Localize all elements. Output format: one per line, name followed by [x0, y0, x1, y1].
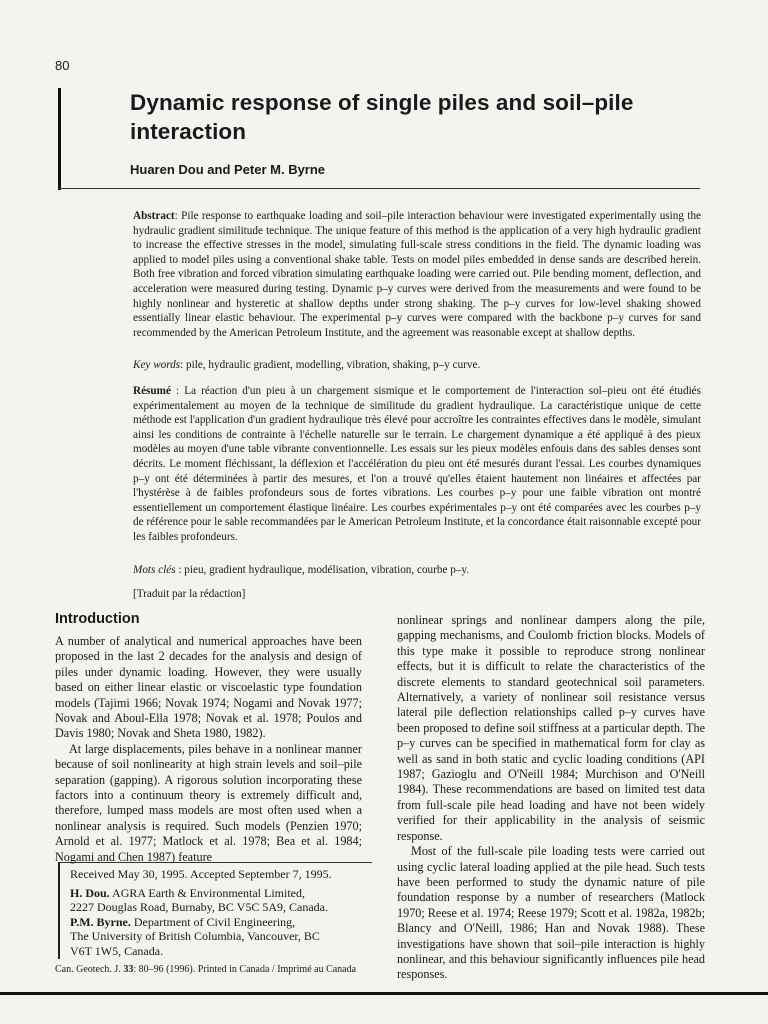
header-rule: [58, 188, 700, 189]
affiliation-dou: [70, 886, 372, 901]
article-title: Dynamic response of single piles and soil–pile interaction: [130, 90, 634, 144]
article-authors: Huaren Dou and Peter M. Byrne: [130, 162, 326, 177]
journal-footer: [55, 964, 356, 975]
journal-citation: : 80–96 (1996). Printed in Canada / Imprimé au Canada: [133, 964, 357, 975]
abstract: [133, 209, 701, 340]
keywords: [133, 358, 701, 373]
keywords-label: Key words: [133, 359, 181, 371]
address-dou: 2227 Douglas Road, Burnaby, BC V5C 5A9, Canada.: [70, 900, 328, 915]
paragraph: At large displacements, piles behave in a nonlinear manner because of soil nonlinearity at high strain levels and soil–pile separation (gapping). A rigorous solution incorporating these factors into a continuum theory is extremely difficult and, therefore, lumped mass models are most often used when a nonlinear analysis is required. Such models (Penzien 1970; Arnold et al. 1977; Matlock et al. 1978; Bea et al. 1984; Nogami and Chen 1987) feature: [55, 741, 362, 864]
resume-label: Résumé: [133, 385, 171, 397]
abstract-text: : Pile response to earthquake loading and soil–pile interaction behaviour were investigated experimentally using the hydraulic gradient similitude technique. The unique feature of this method is the application of a very high hydraulic gradient to increase the effective stresses in the model, simulating full-scale stress conditions in the field. The dynamic loading was applied to model piles using a conventional shake table. Tests on model piles embedded in dense sands are described herein. Both free vibration and forced vibration simulating earthquake loading were carried out. Pile bending moment, deflection, and acceleration were measured during testing. Dynamic p–y curves were derived from the measurements and were found to be highly nonlinear and hysteretic at shallow depths under strong shaking. The p–y curves for low-level shaking showed essentially linear elastic behaviour. The experimental p–y curves were compared with the backbone p–y curves for sand recommended by the American Petroleum Institute, and the agreement was reasonable except at shallow depths.: [133, 210, 701, 339]
affiliation-text: Department of Civil Engineering,: [130, 914, 296, 929]
body-column-left: [55, 634, 362, 865]
university-byrne: The University of British Columbia, Vancouver, BC: [70, 929, 320, 944]
author-name-byrne: P.M. Byrne.: [70, 914, 131, 929]
journal-name: Can. Geotech. J.: [55, 964, 124, 975]
footer-rule: [0, 992, 768, 995]
keywords-text: : pile, hydraulic gradient, modelling, vibration, shaking, p–y curve.: [180, 359, 481, 371]
received-affiliation-box: [58, 862, 372, 959]
paragraph: A number of analytical and numerical approaches have been proposed in the last 2 decades for the analysis and design of piles under dynamic loading. However, they were usually based on either linear elastic or viscoelastic type foundation models (Tajimi 1966; Novak 1974; Nogami and Novak 1977; Novak and Aboul-Ella 1978; Novak et al. 1978; Poulos and Davis 1980; Novak and Sheta 1980, 1982).: [55, 634, 362, 741]
title-bar-rule: [58, 88, 61, 190]
resume: [133, 384, 701, 545]
abstract-label: Abstract: [133, 210, 175, 222]
resume-text: : La réaction d'un pieu à un chargement sismique et le comportement de l'interaction sol–pieu ont été étudiés expérimentalement au moyen de la technique de similitude du gradient hydraulique. La caractéristique unique de cette méthode est l'application d'un gradient hydraulique très élevé pour accroître les contraintes effectives dans le modèle, simulant ainsi les conditions de contrainte à l'échelle naturelle sur le terrain. Le chargement dynamique a été appliqué à des pieux modèles au moyen d'une table vibrante conventionnelle. Les essais sur les pieux modèles enfouis dans des sables denses sont décrits. Le moment fléchissant, la déflexion et l'accélération du pieu ont été mesurés durant l'essai. Les courbes dynamiques p–y ont été déterminées à partir des mesures, et l'on a trouvé qu'elles étaient hautement non linéaires et affectées par l'hystérèse à de faibles profondeurs sous de fortes vibrations. Les courbes p–y pour une faible vibration ont montré essentiellement un comportement élastique linéaire. Les courbes expérimentales p–y ont été comparées avec les courbes p–y de référence pour le sable recommandées par le American Petroleum Institute, et la concordance était raisonnable excepté pour les faibles profondeurs.: [133, 385, 701, 543]
page-number: 80: [55, 58, 70, 73]
received-dates: Received May 30, 1995. Accepted September 7, 1995.: [70, 867, 332, 881]
mots-cles-text: : pieu, gradient hydraulique, modélisation, vibration, courbe p–y.: [175, 564, 470, 576]
translation-note: [Traduit par la rédaction]: [133, 588, 246, 600]
journal-volume: 33: [123, 964, 134, 975]
paragraph: nonlinear springs and nonlinear dampers along the pile, gapping mechanisms, and Coulomb friction blocks. Models of this type make it possible to reproduce strong nonlinear effects, but it is difficult to relate the characteristics of the discrete elements to standard geotechnical soil parameters. Alternatively, a variety of nonlinear soil resistance versus lateral pile deflection relationships called p–y curves have been proposed to define soil stiffness at a particular depth. The p–y curves can be specified in mathematical form for clay as well as sand in both static and cyclic loading conditions (API 1987; Gazioglu and O'Neill 1984; Murchison and O'Neill 1984). These recommendations are based on limited test data from full-scale pile head loading and have not been widely verified for their applicability in the analysis of seismic response.: [397, 613, 705, 843]
mots-cles-label: Mots clés: [133, 564, 176, 576]
affiliation-text: AGRA Earth & Environmental Limited,: [109, 885, 305, 900]
mots-cles: [133, 563, 701, 578]
postal-byrne: V6T 1W5, Canada.: [70, 943, 164, 958]
body-column-right: [397, 613, 705, 983]
section-heading-introduction: Introduction: [55, 611, 140, 627]
paragraph: Most of the full-scale pile loading tests were carried out using cyclic lateral loading applied at the pile head. Such tests have been performed to study the dynamic nature of pile foundation response by a number of researchers (Matlock 1970; Reese et al. 1974; Reese 1979; Scott et al. 1982a, 1982b; Blancy and O'Neill, 1986; Han and Novak 1988). These investigations have shown that soil–pile interaction is highly nonlinear, and this behaviour significantly influences pile head responses.: [397, 844, 706, 982]
author-name-dou: H. Dou.: [70, 885, 110, 900]
affiliation-byrne: [70, 915, 372, 930]
